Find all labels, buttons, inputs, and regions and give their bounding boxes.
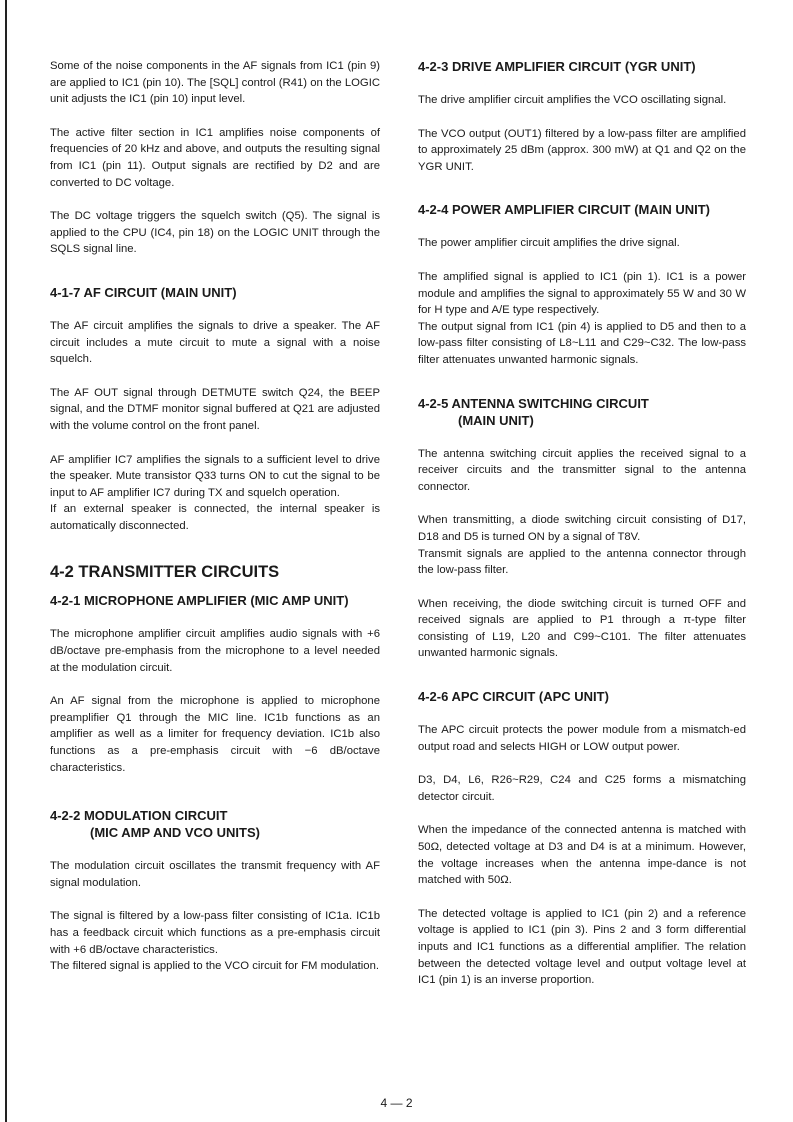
paragraph-receiving: When receiving, the diode switching circuit is turned OFF and received signals are applied to P1 through a π-type filter consisting of L19, L20 and C99~C101. The filter attenuates unwanted harmonic signals. bbox=[418, 597, 746, 660]
paragraph-lowpass-filter: The signal is filtered by a low-pass filter consisting of IC1a. IC1b has a feedback circuit which functions as a pre-emphasis circuit with +6 dB/octave characteristics. bbox=[50, 910, 380, 956]
paragraph-impedance: When the impedance of the connected antenna is matched with 50Ω, detected voltage at D3 and D4 is at a minimum. However, the voltage increases when the antenna impe-dance is not matched with 50Ω. bbox=[418, 824, 746, 887]
paragraph-fm-modulation: The filtered signal is applied to the VCO circuit for FM modulation. bbox=[50, 960, 380, 973]
paragraph-transmit-signals: Transmit signals are applied to the antenna connector through the low-pass filter. bbox=[418, 547, 746, 577]
right-column bbox=[418, 58, 746, 989]
heading-4-2-4: 4-2-4 POWER AMPLIFIER CIRCUIT (MAIN UNIT) bbox=[418, 202, 711, 218]
paragraph-af-amplifier: AF amplifier IC7 amplifies the signals to a sufficient level to drive the speaker. Mute transistor Q33 turns ON to cut the signal to be input to AF amplifier IC7 during TX and squelch operation. bbox=[50, 453, 380, 499]
paragraph-vco-output: The VCO output (OUT1) filtered by a low-pass filter are amplified to approximately 25 dBm (approx. 300 mW) at Q1 and Q2 on the YGR UNIT. bbox=[418, 127, 746, 173]
heading-4-2-5-line1: 4-2-5 ANTENNA SWITCHING CIRCUIT bbox=[418, 395, 649, 411]
paragraph-mic-signal: An AF signal from the microphone is applied to microphone preamplifier Q1 through the MIC line. IC1b functions as an amplifier as well as a limiter for frequency deviation. IC1b also functions as a pre-emphasis circuit with −6 dB/octave characteristics. bbox=[50, 695, 380, 774]
paragraph-detected-voltage: The detected voltage is applied to IC1 (pin 2) and a reference voltage is applied to IC1 (pin 3). Pins 2 and 3 form differential inputs and IC1 functions as a differential amplifier. The relation between the detected voltage level and output voltage level at IC1 (pin 1) is an inverse proportion. bbox=[418, 907, 746, 987]
heading-4-2-1: 4-2-1 MICROPHONE AMPLIFIER (MIC AMP UNIT) bbox=[50, 593, 349, 609]
paragraph-mismatch-detector: D3, D4, L6, R26~R29, C24 and C25 forms a mismatching detector circuit. bbox=[418, 774, 746, 803]
paragraph-af-circuit: The AF circuit amplifies the signals to drive a speaker. The AF circuit includes a mute circuit to mute a signal with a noise squelch. bbox=[50, 319, 380, 366]
paragraph-power-amp: The power amplifier circuit amplifies the drive signal. bbox=[418, 237, 680, 250]
paragraph-squelch-noise: Some of the noise components in the AF signals from IC1 (pin 9) are applied to IC1 (pin 10). The [SQL] control (R41) on the LOGIC unit adjusts the IC1 (pin 10) input level. bbox=[50, 60, 380, 106]
heading-4-2-5 bbox=[418, 395, 746, 429]
heading-4-2-2 bbox=[50, 807, 380, 841]
paragraph-external-speaker: If an external speaker is connected, the internal speaker is automatically disconnected. bbox=[50, 503, 380, 532]
left-column bbox=[50, 58, 380, 975]
paragraph-output-signal: The output signal from IC1 (pin 4) is applied to D5 and then to a low-pass filter consisting of L8~L11 and C29~C32. The low-pass filter attenuates unwanted harmonic signals. bbox=[418, 320, 746, 366]
paragraph-modulation: The modulation circuit oscillates the transmit frequency with AF signal modulation. bbox=[50, 860, 380, 889]
paragraph-active-filter: The active filter section in IC1 amplifies noise components of frequencies of 20 kHz and above, and outputs the resulting signal from IC1 (pin 11). Output signals are rectified by D2 and are converted to DC voltage. bbox=[50, 126, 380, 189]
page-edge-rule bbox=[5, 0, 7, 1122]
paragraph-power-module: The amplified signal is applied to IC1 (pin 1). IC1 is a power module and amplifies the signal to approximately 55 W and 30 W for H type and A/E type respectively. bbox=[418, 270, 746, 317]
heading-4-2-6: 4-2-6 APC CIRCUIT (APC UNIT) bbox=[418, 689, 609, 705]
heading-4-2: 4-2 TRANSMITTER CIRCUITS bbox=[50, 563, 280, 582]
paragraph-mic-amp: The microphone amplifier circuit amplifies audio signals with +6 dB/octave pre-emphasis from the microphone to a level needed at the modulation circuit. bbox=[50, 628, 380, 674]
paragraph-antenna-switch: The antenna switching circuit applies the received signal to a receiver circuits and the transmitter signal to the antenna connector. bbox=[418, 447, 746, 493]
heading-4-2-2-line2: (MIC AMP AND VCO UNITS) bbox=[90, 825, 260, 841]
heading-4-2-3: 4-2-3 DRIVE AMPLIFIER CIRCUIT (YGR UNIT) bbox=[418, 59, 696, 74]
page-number: 4 — 2 bbox=[380, 1096, 413, 1110]
heading-4-2-2-line1: 4-2-2 MODULATION CIRCUIT bbox=[50, 808, 228, 824]
paragraph-af-out: The AF OUT signal through DETMUTE switch Q24, the BEEP signal, and the DTMF monitor signal buffered at Q21 are adjusted with the volume control on the front panel. bbox=[50, 386, 380, 432]
heading-4-2-5-line2: (MAIN UNIT) bbox=[458, 412, 534, 428]
paragraph-dc-voltage: The DC voltage triggers the squelch switch (Q5). The signal is applied to the CPU (IC4, pin 18) on the LOGIC UNIT through the SQLS signal line. bbox=[50, 210, 380, 256]
paragraph-drive-amp: The drive amplifier circuit amplifies the VCO oscillating signal. bbox=[418, 94, 727, 106]
heading-4-1-7: 4-1-7 AF CIRCUIT (MAIN UNIT) bbox=[50, 284, 237, 300]
paragraph-transmitting: When transmitting, a diode switching circuit consisting of D17, D18 and D5 is turned ON by a signal of T8V. bbox=[418, 514, 746, 543]
paragraph-apc: The APC circuit protects the power module from a mismatch-ed output road and selects HIGH or LOW output power. bbox=[418, 724, 746, 753]
